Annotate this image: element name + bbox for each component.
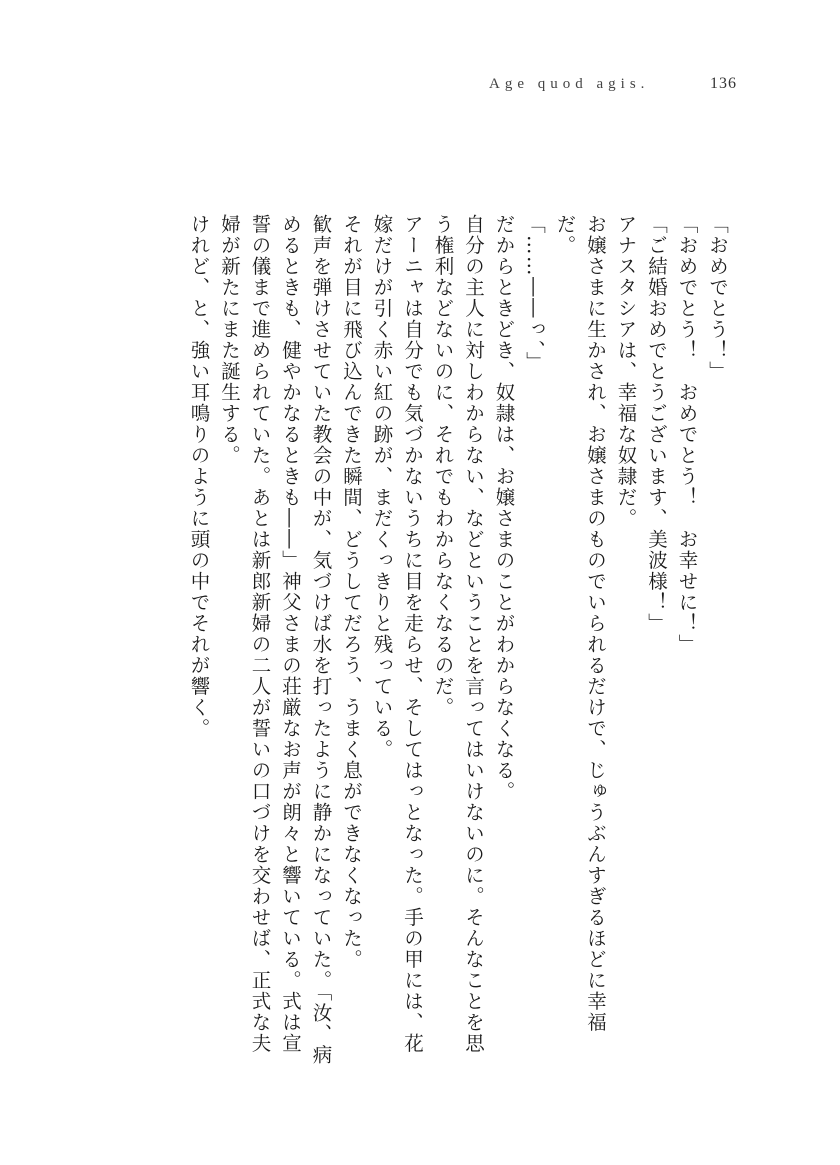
paragraph-10: それが目に飛び込んできた瞬間、どうしてだろう、うまく息ができなくなった。 [340,214,363,970]
paragraph-9: アーニャは自分でも気づかないうちに目を走らせ、そしてはっとなった。手の甲には、花嫁だけが引く赤い紅の跡が、まだくっきりと残っている。 [370,214,424,1054]
running-title: Age quod agis. [489,76,650,92]
paragraph-2: 「おめでとう！ おめでとう！ お幸せに！」 [675,214,699,655]
vertical-body-text [132,214,732,1074]
paragraph-5: お嬢さまに生かされ、お嬢さまのものでいられるだけで、じゅうぶんすぎるほどに幸福だ。 [553,214,607,1033]
paragraph-3: 「ご結婚おめでとうございます、美波様！」 [645,214,668,634]
paragraph-4: アナスタシアは、幸福な奴隷だ。 [614,214,638,529]
paragraph-11: 歓声を弾けさせていた教会の中が、気づけば水を打ったように静かになっていた。「汝、病めるときも、健やかなるときも――」神父さまの荘厳なお声が朗々と響いている。式は宣誓の儀まで進められていた。あとは新郎新婦の二人が誓いの口づけを交わせば、正式な夫婦が新たにまた誕生する。 [218,214,333,1066]
page-number: 136 [710,75,737,92]
paragraph-6: 「……――っ、」 [523,214,546,373]
paragraph-1: 「おめでとう！」 [706,214,729,382]
paragraph-7: だからときどき、奴隷は、お嬢さまのことがわからなくなる。 [492,214,516,802]
paragraph-8: 自分の主人に対しわからない、などということを言ってはいけないのに。そんなことを思う権利などないのに、それでもわからなくなるのだ。 [431,214,485,1054]
paragraph-12: けれど、と、強い耳鳴りのように頭の中でそれが響く。 [187,214,211,739]
